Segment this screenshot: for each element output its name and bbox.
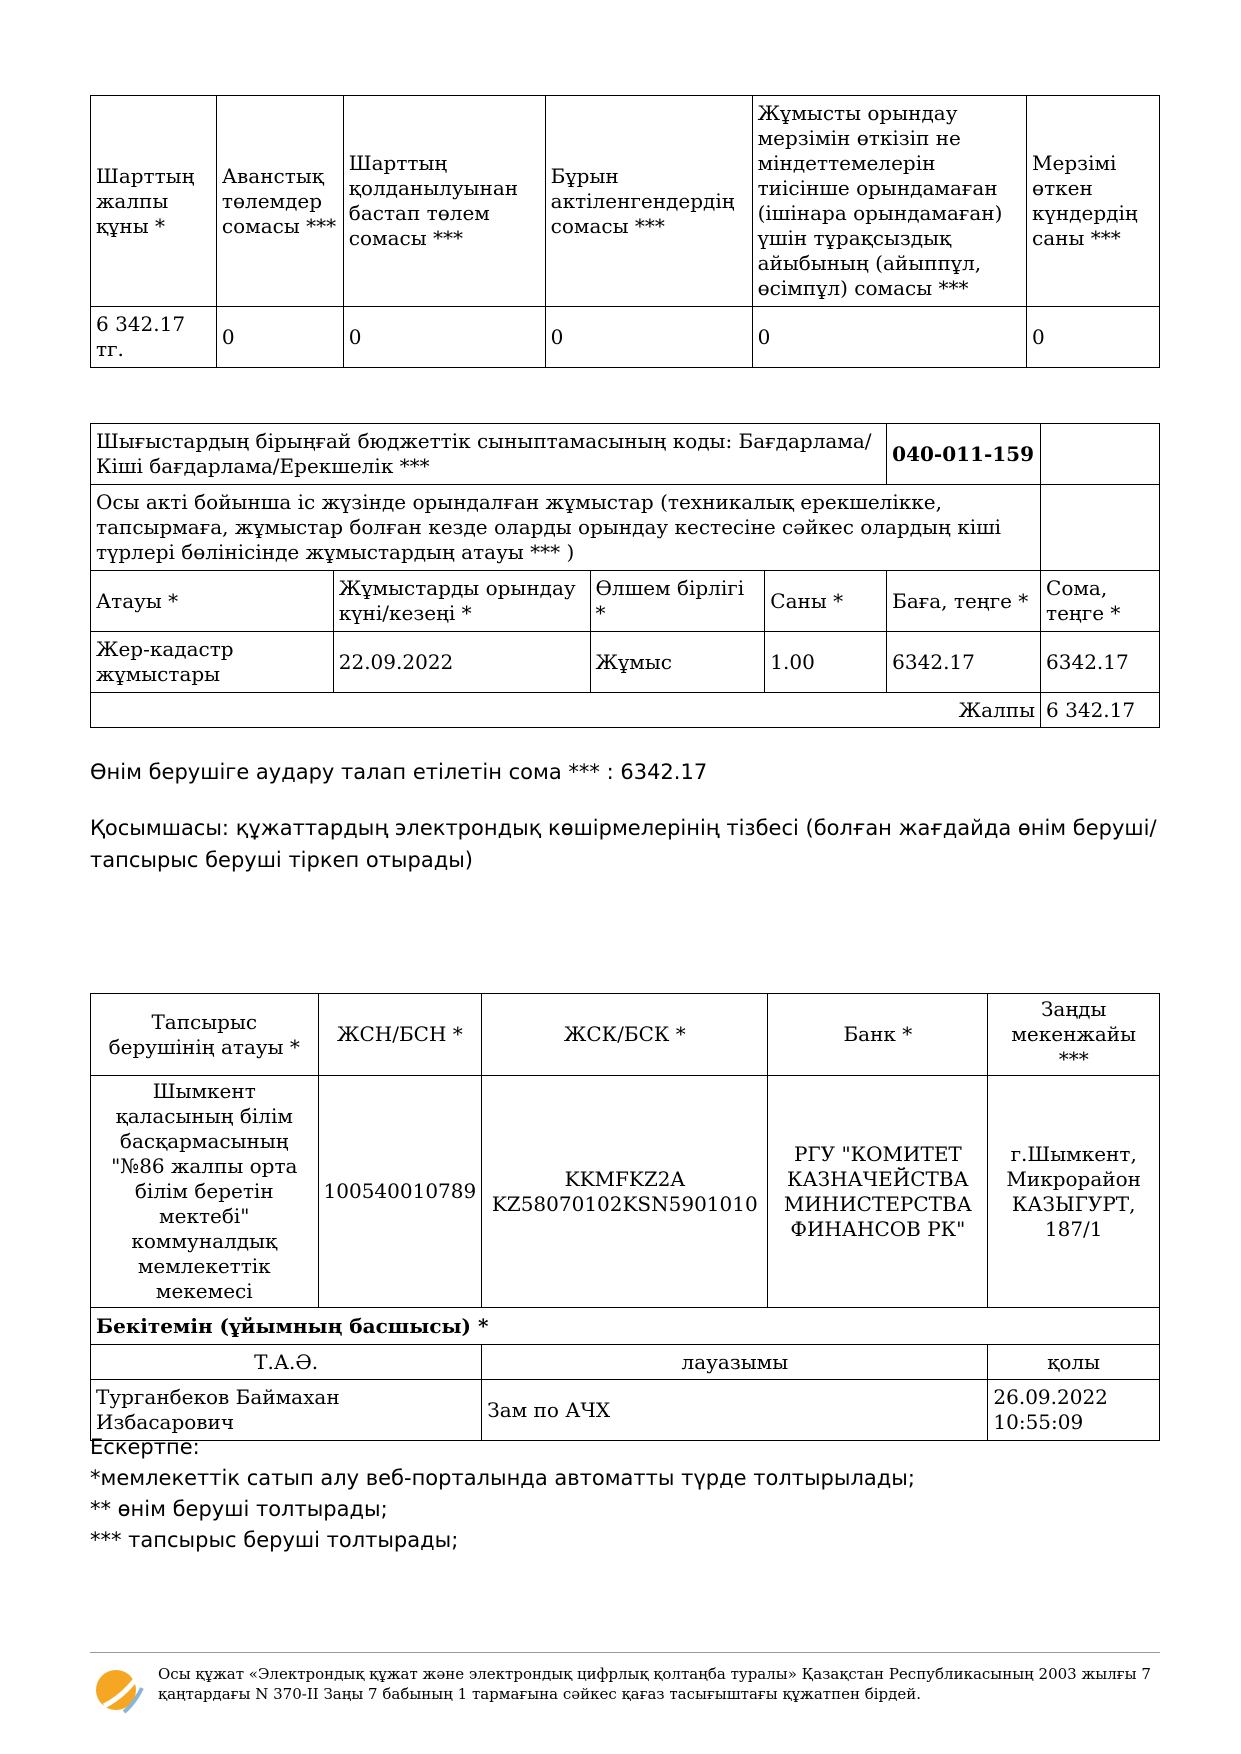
header-cell: Шарттың жалпы құны * bbox=[91, 96, 217, 307]
approve-label: Бекітемін (ұйымның басшысы) * bbox=[91, 1308, 1160, 1345]
table-row bbox=[91, 1076, 1160, 1308]
customer-bank: РГУ "КОМИТЕТ КАЗНАЧЕЙСТВА МИНИСТЕРСТВА ФИНАНСОВ РК" bbox=[768, 1076, 988, 1308]
previously-acted-value: 0 bbox=[545, 307, 752, 368]
header-cell: Өлшем бірлігі * bbox=[590, 571, 765, 632]
customer-address: г.Шымкент, Микрорайон КАЗЫГУРТ, 187/1 bbox=[988, 1076, 1160, 1308]
notes-title: Ескертпе: bbox=[90, 1435, 200, 1459]
signature-datetime: 26.09.2022 10:55:09 bbox=[988, 1380, 1160, 1441]
budget-code-label: Шығыстардың бірыңғай бюджеттік сыныптамасының коды: Бағдарлама/Кіші бағдарлама/Ерекшелік *** bbox=[91, 424, 887, 485]
customer-bin: 100540010789 bbox=[318, 1076, 482, 1308]
contract-summary-table bbox=[90, 95, 1160, 368]
total-value: 6 342.17 bbox=[1041, 693, 1160, 728]
header-cell: Саны * bbox=[765, 571, 887, 632]
header-cell: Сома, теңге * bbox=[1041, 571, 1160, 632]
empty-cell bbox=[1041, 485, 1160, 571]
header-cell: Банк * bbox=[768, 994, 988, 1076]
paid-value: 0 bbox=[343, 307, 545, 368]
work-date: 22.09.2022 bbox=[333, 632, 590, 693]
header-cell: ЖСК/БСК * bbox=[482, 994, 768, 1076]
header-cell: Жұмыстарды орындау күні/кезеңі * bbox=[333, 571, 590, 632]
table-header-row bbox=[91, 1345, 1160, 1380]
attachment-line: Қосымшасы: құжаттардың электрондық көшірмелерінің тізбесі (болған жағдайда өнім беруші/тапсырыс беруші тіркеп отырады) bbox=[90, 816, 1157, 872]
work-quantity: 1.00 bbox=[765, 632, 887, 693]
header-cell: Т.А.Ә. bbox=[91, 1345, 482, 1380]
total-label: Жалпы bbox=[91, 693, 1041, 728]
table-row bbox=[91, 1308, 1160, 1345]
header-cell: Бұрын актіленгендердің сомасы *** bbox=[545, 96, 752, 307]
note-line: *** тапсырыс беруші толтырады; bbox=[90, 1528, 459, 1552]
header-cell: Аванстық төлемдер сомасы *** bbox=[216, 96, 343, 307]
overdue-days-value: 0 bbox=[1027, 307, 1160, 368]
work-price: 6342.17 bbox=[887, 632, 1041, 693]
customer-name: Шымкент қаласының білім басқармасының "№86 жалпы орта білім беретін мектебі" коммуналдық мемлекеттік мекемесі bbox=[91, 1076, 319, 1308]
table-row bbox=[91, 632, 1160, 693]
total-cost-value: 6 342.17 тг. bbox=[91, 307, 217, 368]
header-cell: Тапсырыс берушінің атауы * bbox=[91, 994, 319, 1076]
header-cell: Мерзімі өткен күндердің саны *** bbox=[1027, 96, 1160, 307]
table-row bbox=[91, 485, 1160, 571]
works-description: Осы акті бойынша іс жүзінде орындалған жұмыстар (техникалық ерекшелікке, тапсырмаға, жұмыстар болған кезде оларды орындау кестесіне сәйкес олардың кіші түрлері бөлінісінде жұмыстардың атауы *** ) bbox=[91, 485, 1041, 571]
header-cell: ЖСН/БСН * bbox=[318, 994, 482, 1076]
table-row bbox=[91, 424, 1160, 485]
work-unit: Жұмыс bbox=[590, 632, 765, 693]
customer-table bbox=[90, 993, 1160, 1441]
egov-logo-icon bbox=[94, 1666, 144, 1716]
header-cell: Жұмысты орындау мерзімін өткізіп не міндеттемелерін тиісінше орындамаған (ішінара орындамаған) үшін тұрақсыздық айыбының (айыппұл, өсімпұл) сомасы *** bbox=[752, 96, 1026, 307]
table-header-row bbox=[91, 571, 1160, 632]
header-cell: Заңды мекенжайы *** bbox=[988, 994, 1160, 1076]
footer bbox=[90, 1662, 1160, 1722]
work-name: Жер-кадастр жұмыстары bbox=[91, 632, 334, 693]
header-cell: Шарттың қолданылуынан бастап төлем сомасы *** bbox=[343, 96, 545, 307]
footer-divider bbox=[90, 1652, 1160, 1653]
works-table bbox=[90, 423, 1160, 728]
notes bbox=[90, 1432, 1160, 1556]
empty-cell bbox=[1041, 424, 1160, 485]
note-line: *мемлекеттік сатып алу веб-порталында автоматты түрде толтырылады; bbox=[90, 1466, 915, 1490]
note-line: ** өнім беруші толтырады; bbox=[90, 1497, 388, 1521]
signer-name: Турганбеков Баймахан Избасарович bbox=[91, 1380, 482, 1441]
signer-position: Зам по АЧХ bbox=[482, 1380, 988, 1441]
header-cell: Атауы * bbox=[91, 571, 334, 632]
header-cell: Баға, теңге * bbox=[887, 571, 1041, 632]
work-sum: 6342.17 bbox=[1041, 632, 1160, 693]
amount-line: Өнім берушіге аудару талап етілетін сома *** : 6342.17 bbox=[90, 760, 708, 784]
footer-text: Осы құжат «Электрондық құжат және электрондық цифрлық қолтаңба туралы» Қазақстан Республикасының 2003 жылғы 7 қаңтардағы N 370-II Заңы 7 бабының 1 тармағына сәйкес қағаз тасығыштағы құжатпен бірдей. bbox=[158, 1665, 1151, 1703]
table-row bbox=[91, 307, 1160, 368]
customer-iik: KKMFKZ2A KZ58070102KSN5901010 bbox=[482, 1076, 768, 1308]
budget-code-value: 040-011-159 bbox=[887, 424, 1041, 485]
total-row bbox=[91, 693, 1160, 728]
table-header-row bbox=[91, 994, 1160, 1076]
header-cell: қолы bbox=[988, 1345, 1160, 1380]
header-cell: лауазымы bbox=[482, 1345, 988, 1380]
penalty-value: 0 bbox=[752, 307, 1026, 368]
advance-value: 0 bbox=[216, 307, 343, 368]
table-header-row bbox=[91, 96, 1160, 307]
